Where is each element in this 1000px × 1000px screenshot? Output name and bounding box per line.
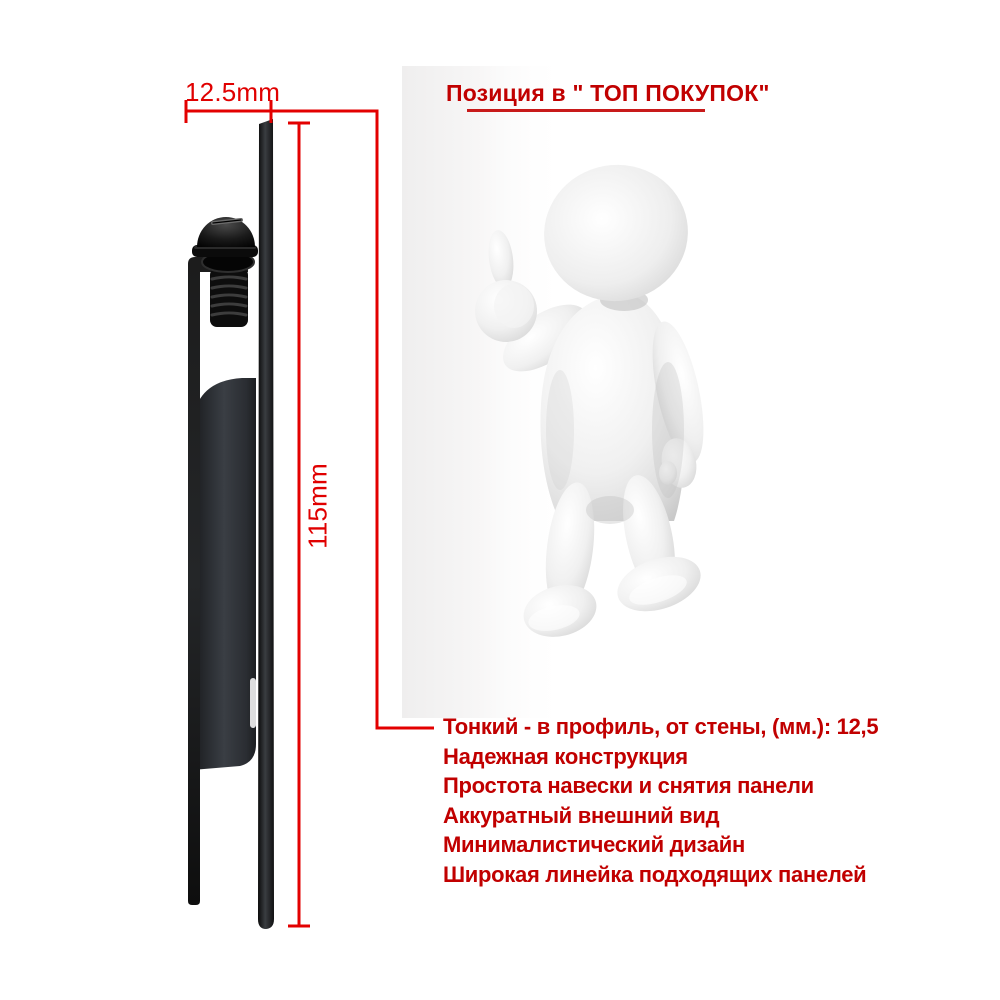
bracket-back-plate [258,119,274,929]
wall-bracket-profile-illustration [188,119,274,929]
page-title: Позиция в " ТОП ПОКУПОК" [446,80,770,106]
title-underline [467,109,705,112]
feature-item: Надежная конструкция [443,743,688,769]
feature-item: Простота навески и снятия панели [443,773,814,798]
bracket-panel [192,378,256,770]
feature-item: Широкая линейка подходящих панелей [443,861,867,887]
feature-list [443,712,923,889]
feature-item: Аккуратный внешний вид [443,802,720,828]
feature-item: Тонкий - в профиль, от стены, (мм.): 12,5 [443,714,879,739]
width-dimension-label: 12.5mm [185,77,281,107]
height-dimension-label: 115mm [302,463,333,549]
feature-item: Минималистический дизайн [443,832,746,857]
